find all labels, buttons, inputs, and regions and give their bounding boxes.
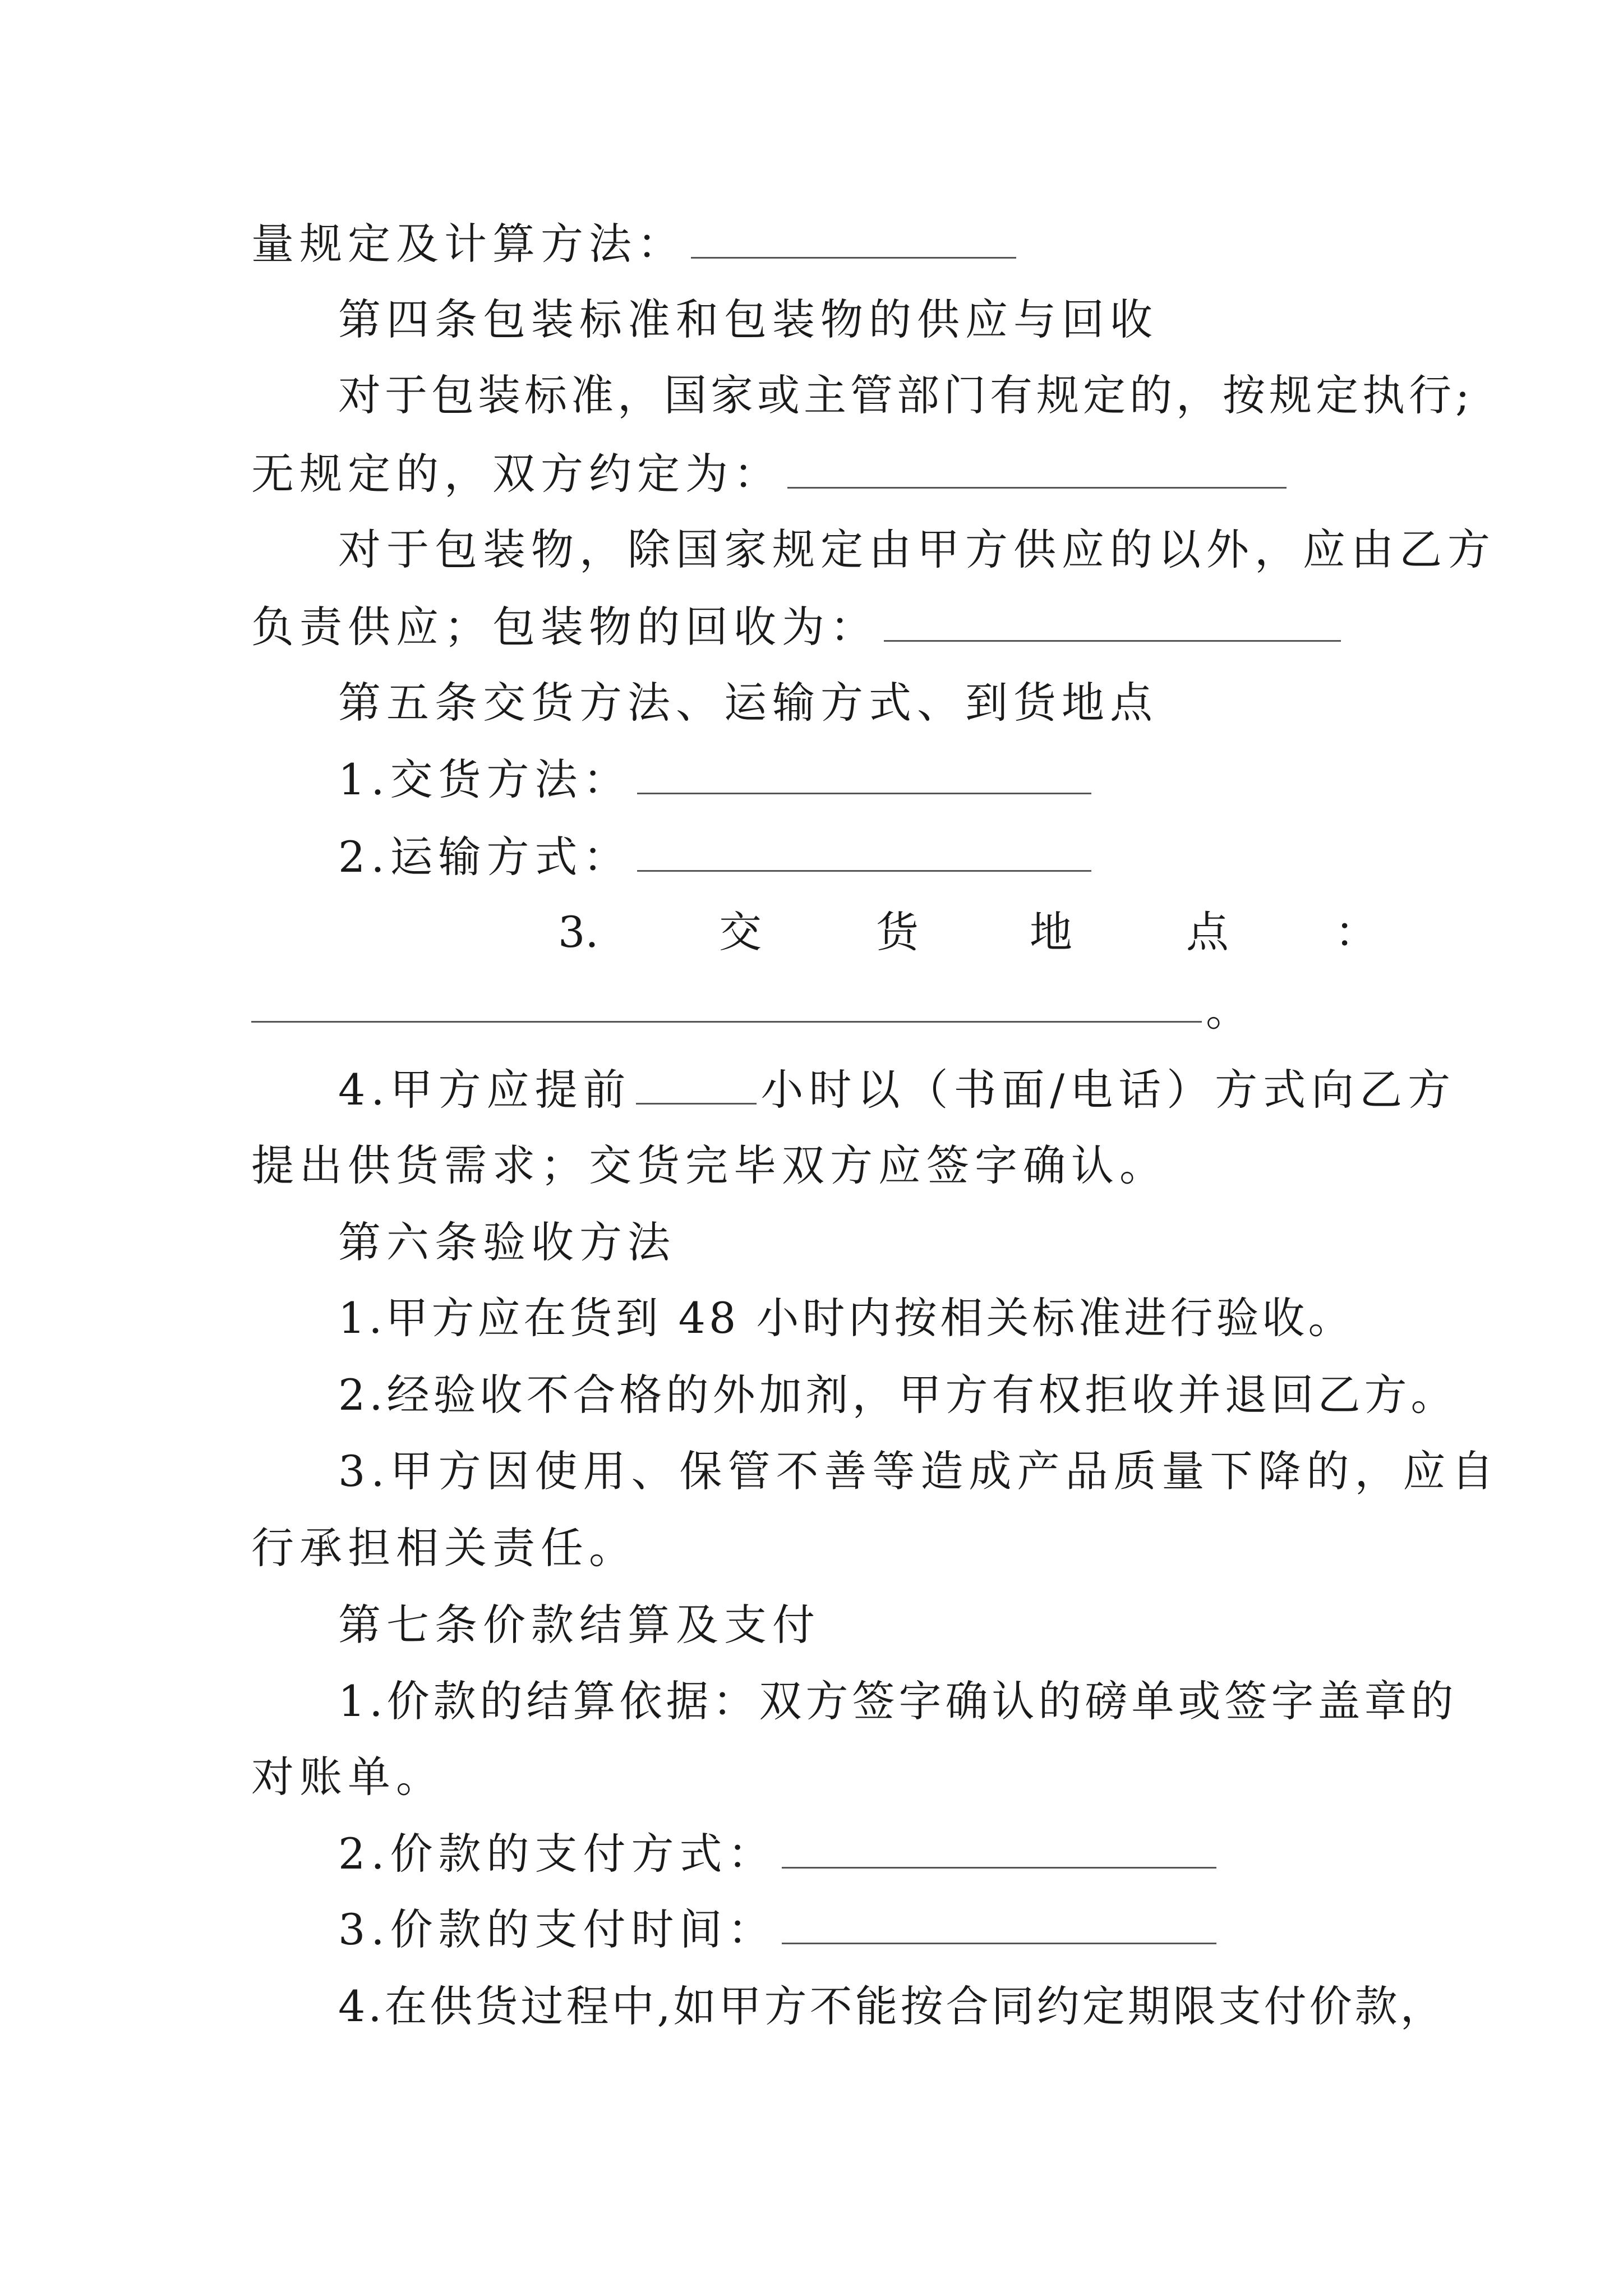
blank-field-payment-method[interactable] [782,1830,1216,1869]
acceptance-item-2: 2.经验收不合格的外加剂，甲方有权拒收并退回乙方。 [338,1370,1458,1420]
text-line [338,522,1496,578]
article-4-heading [338,292,1158,348]
settlement-basis-text: 1.价款的结算依据：双方签字确认的磅单或签字盖章的 [338,1676,1458,1726]
text-line [338,1062,1456,1118]
blank-field-transport-method[interactable] [637,833,1091,872]
acceptance-item-3-cont: 行承担相关责任。 [251,1523,637,1573]
delivery-method-label: 1.交货方法： [338,754,631,804]
transport-method-label: 2.运输方式： [338,832,631,882]
measurement-method-label: 量规定及计算方法： [251,219,685,269]
text-line [338,1367,1458,1423]
article-6-heading [338,1214,676,1271]
article-7-title: 第七条价款结算及支付 [338,1600,820,1650]
article-4-title: 第四条包装标准和包装物的供应与回收 [338,295,1158,344]
advance-notice-label: 4.甲方应提前 [338,1065,631,1115]
supply-request-text: 提出供货需求；交货完毕双方应签字确认。 [251,1140,1168,1190]
text-line [338,752,1091,808]
delivery-location-char: 交 [719,907,762,957]
blank-field-packaging-recovery[interactable] [884,603,1341,642]
article-5-heading [338,675,1158,731]
acceptance-item-3: 3.甲方因使用、保管不善等造成产品质量下降的，应自 [338,1446,1500,1496]
text-line [338,1290,1354,1346]
packaging-standard-text: 对于包装标准，国家或主管部门有规定的，按规定执行; [338,370,1474,420]
text-line [338,1826,1216,1882]
packaging-supply-text: 对于包装物，除国家规定由甲方供应的以外，应由乙方 [338,524,1496,574]
payment-method-label: 2.价款的支付方式： [338,1829,776,1879]
text-line [338,1443,1500,1499]
packaging-agreement-label: 无规定的，双方约定为： [251,449,782,499]
settlement-basis-cont: 对账单。 [251,1752,444,1802]
payment-time-label: 3.价款的支付时间： [338,1904,776,1954]
blank-field-delivery-location[interactable] [251,1021,1202,1023]
text-line [251,216,1016,272]
blank-field-packaging-agreement[interactable] [787,450,1287,489]
advance-notice-text: 小时以（书面/电话）方式向乙方 [760,1065,1456,1115]
text-line [251,1138,1168,1194]
blank-field-measurement[interactable] [691,220,1016,259]
late-payment-text: 4.在供货过程中,如甲方不能按合同约定期限支付价款， [338,1981,1446,2031]
sentence-end-mark: 。 [1206,986,1248,1036]
text-line [251,1749,444,1805]
article-6-title: 第六条验收方法 [338,1217,676,1267]
article-7-heading [338,1597,820,1653]
text-line [338,1673,1458,1729]
packaging-recovery-label: 负责供应；包装物的回收为： [251,602,878,652]
blank-field-payment-time[interactable] [782,1906,1216,1944]
delivery-location-char: 地 [1030,907,1072,957]
text-line [338,1902,1216,1958]
blank-field-advance-hours[interactable] [636,1066,757,1105]
text-line [251,599,1341,655]
article-5-title: 第五条交货方法、运输方式、到货地点 [338,678,1158,728]
text-line [338,1978,1446,2035]
text-line [251,446,1287,502]
acceptance-item-1: 1.甲方应在货到 48 小时内按相关标准进行验收。 [338,1293,1354,1343]
delivery-location-number: 3. [558,907,599,957]
text-line [338,829,1091,885]
delivery-location-colon: ： [1335,907,1377,957]
delivery-location-char: 货 [876,907,919,957]
text-line [251,1520,637,1576]
blank-field-delivery-method[interactable] [637,756,1091,794]
text-line [338,367,1474,424]
delivery-location-char: 点 [1186,907,1229,957]
